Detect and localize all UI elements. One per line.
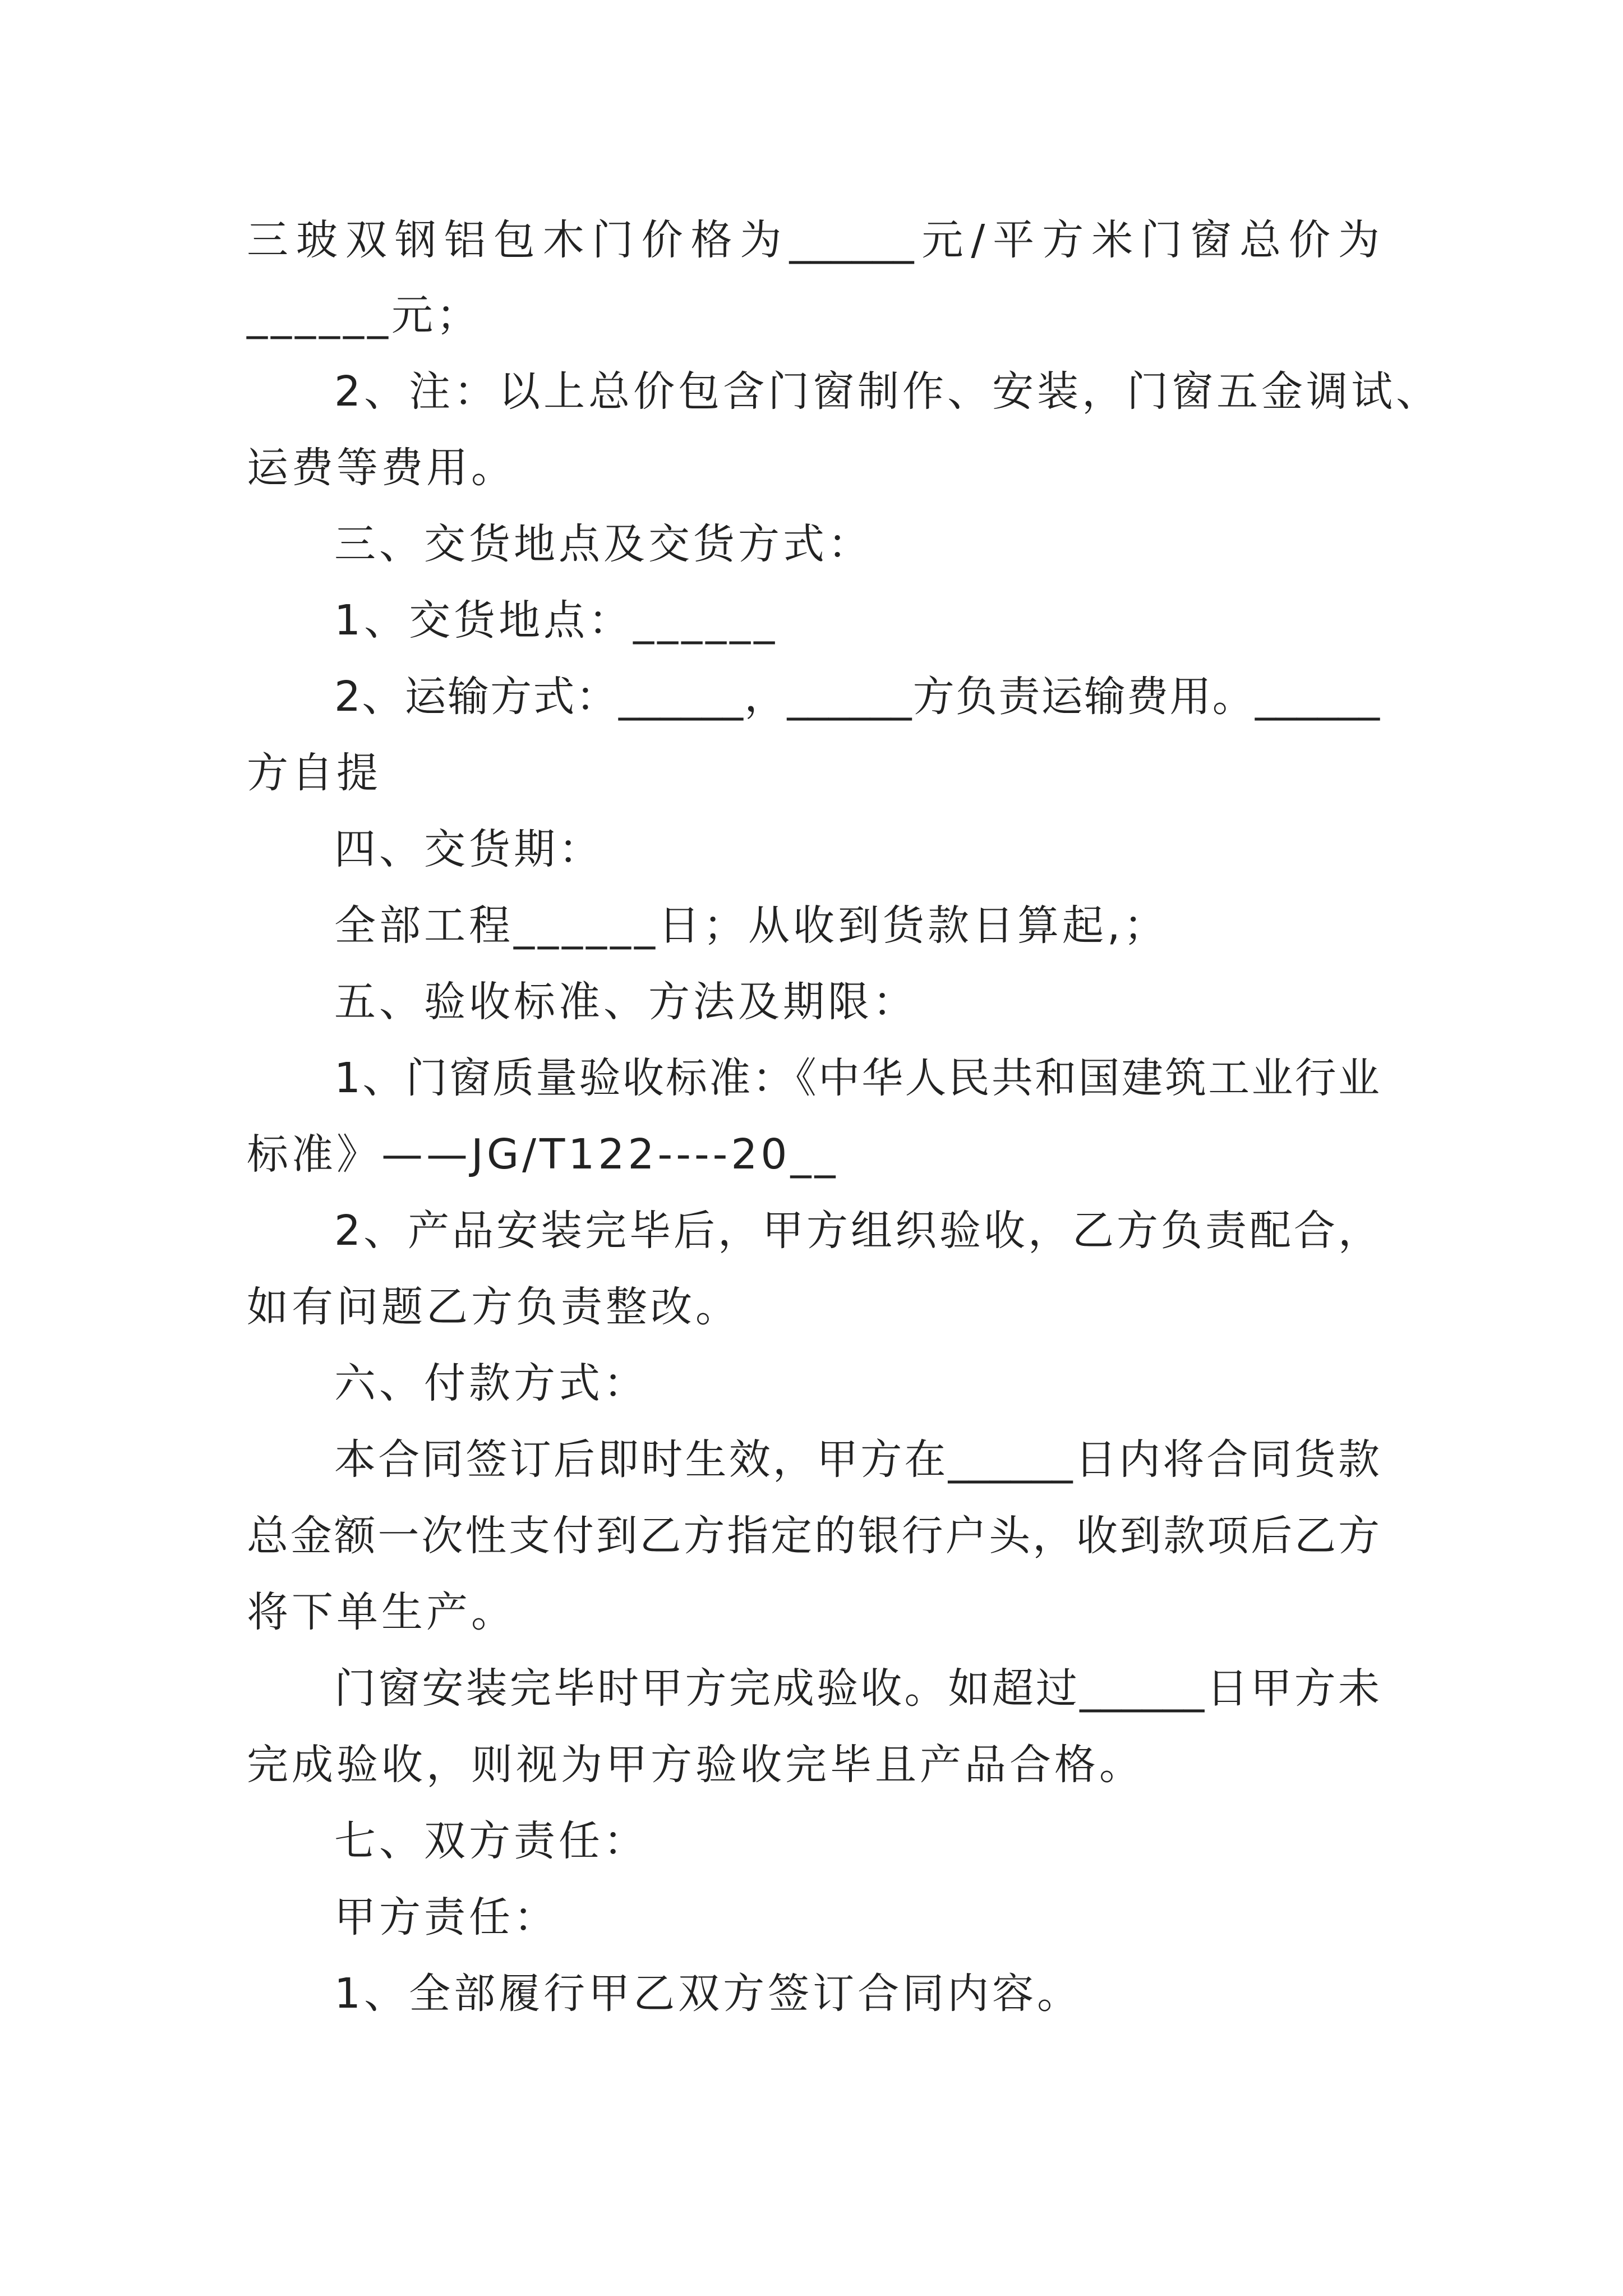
text-line-19: 将下单生产。 bbox=[247, 1588, 516, 1636]
text-line-11: 五、验收标准、方法及期限： bbox=[334, 978, 917, 1026]
text-line-2: ______元； bbox=[247, 291, 481, 339]
text-line-17: 本合同签订后即时生效，甲方在______日内将合同货款 bbox=[334, 1435, 1380, 1484]
text-line-15: 如有问题乙方负责整改。 bbox=[247, 1283, 740, 1331]
text-line-1: 三玻双钢铝包木门价格为______元/平方米门窗总价为 bbox=[247, 216, 1380, 264]
text-line-10: 全部工程______日；从收到货款日算起,； bbox=[334, 901, 1169, 950]
text-line-22: 七、双方责任： bbox=[334, 1817, 648, 1865]
text-line-3: 2、注：以上总价包含门窗制作、安装，门窗五金调试、 bbox=[334, 367, 1441, 416]
text-line-8: 方自提 bbox=[247, 749, 381, 797]
text-line-20: 门窗安装完毕时甲方完成验收。如超过______日甲方未 bbox=[334, 1664, 1380, 1713]
text-line-18: 总金额一次性支付到乙方指定的银行户头，收到款项后乙方 bbox=[247, 1512, 1380, 1560]
text-line-23: 甲方责任： bbox=[334, 1893, 559, 1941]
text-line-9: 四、交货期： bbox=[334, 825, 603, 873]
text-line-13: 标准》——JG/T122----20__ bbox=[247, 1130, 839, 1179]
text-line-14: 2、产品安装完毕后，甲方组织验收，乙方负责配合， bbox=[334, 1207, 1380, 1255]
text-line-4: 运费等费用。 bbox=[247, 444, 516, 492]
text-line-7: 2、运输方式：______，______方负责运输费用。______ bbox=[334, 673, 1380, 721]
text-line-6: 1、交货地点：______ bbox=[334, 596, 778, 645]
text-line-24: 1、全部履行甲乙双方签订合同内容。 bbox=[334, 1970, 1082, 2018]
text-line-12: 1、门窗质量验收标准：《中华人民共和国建筑工业行业 bbox=[334, 1054, 1380, 1102]
text-line-21: 完成验收，则视为甲方验收完毕且产品合格。 bbox=[247, 1741, 1144, 1789]
text-line-5: 三、交货地点及交货方式： bbox=[334, 520, 873, 568]
text-line-16: 六、付款方式： bbox=[334, 1359, 648, 1407]
